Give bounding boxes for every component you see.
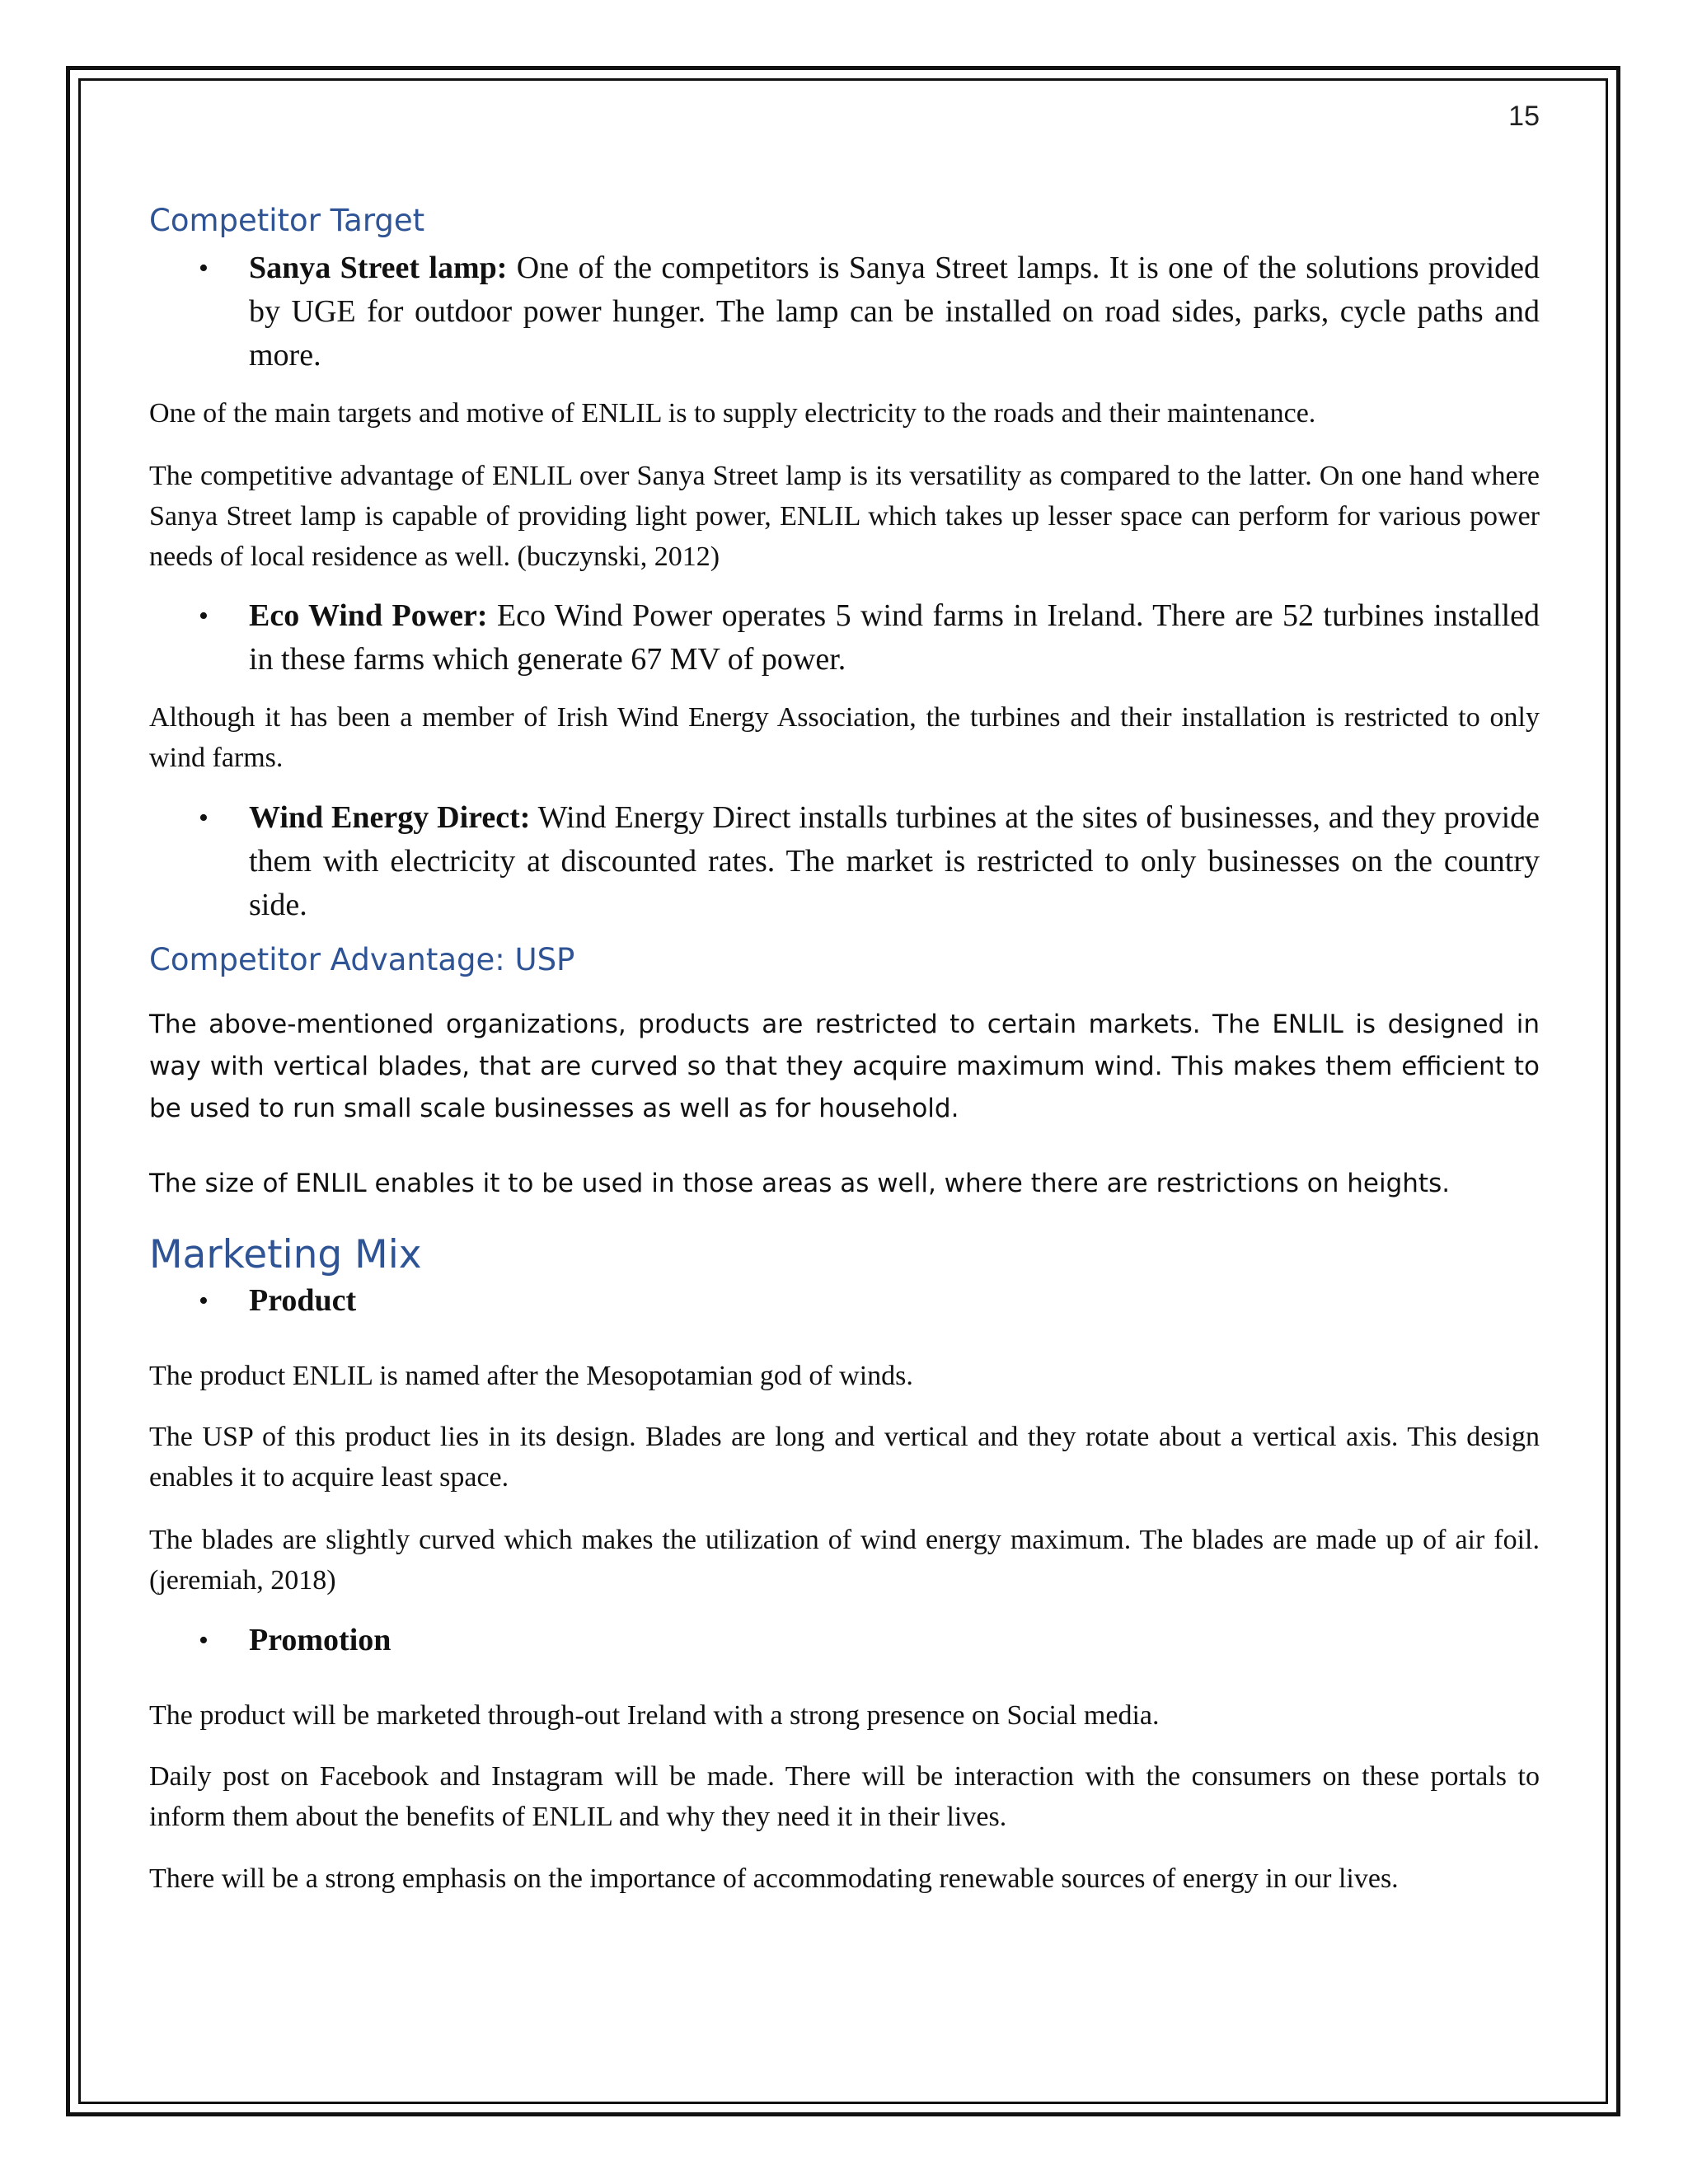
paragraph: The competitive advantage of ENLIL over Sanya Street lamp is its versatility as compared to the latter. On one hand where Sanya Street lamp is capable of providing light power, ENLIL which takes up lesser space can perform for various power needs of local residence as well. (buczynski, 2012) <box>149 461 1540 572</box>
bullet-icon: • <box>199 1286 209 1316</box>
bullet-product <box>149 1279 1540 1323</box>
page-number: 15 <box>1508 101 1540 132</box>
bullet-icon: • <box>199 803 209 833</box>
bullet-icon: • <box>199 1625 209 1656</box>
document-body <box>149 198 1540 1899</box>
paragraph: There will be a strong emphasis on the importance of accommodating renewable sources of energy in our lives. <box>149 1863 1399 1894</box>
heading-competitor-advantage: Competitor Advantage: USP <box>149 942 575 977</box>
bullet-term: Wind Energy Direct: <box>249 800 531 835</box>
paragraph: The product will be marketed through-out Ireland with a strong presence on Social media. <box>149 1700 1160 1731</box>
bullet-term: Sanya Street lamp: <box>249 251 508 285</box>
paragraph: The above-mentioned organizations, products are restricted to certain markets. The ENLIL is designed in way with vertical blades, that are curved so that they acquire maximum wind. This makes them efficient to be used to run small scale businesses as well as for household. <box>149 1010 1540 1123</box>
bullet-term: Eco Wind Power: <box>249 598 488 633</box>
bullet-term: Product <box>249 1283 357 1318</box>
bullet-icon: • <box>199 253 209 284</box>
paragraph: Although it has been a member of Irish Wind Energy Association, the turbines and their installation is restricted to only wind farms. <box>149 702 1540 773</box>
paragraph: The blades are slightly curved which makes the utilization of wind energy maximum. The blades are made up of air foil. (jeremiah, 2018) <box>149 1525 1540 1596</box>
paragraph: Daily post on Facebook and Instagram will be made. There will be interaction with the consumers on these portals to inform them about the benefits of ENLIL and why they need it in their lives. <box>149 1761 1540 1832</box>
bullet-wind-energy-direct <box>149 796 1540 927</box>
paragraph: The USP of this product lies in its design. Blades are long and vertical and they rotate about a vertical axis. This design enables it to acquire least space. <box>149 1422 1540 1493</box>
bullet-term: Promotion <box>249 1623 392 1657</box>
bullet-text: Wind Energy Direct installs turbines at the sites of businesses, and they provide them with electricity at discounted rates. The market is restricted to only businesses on the country side. <box>249 800 1540 922</box>
bullet-text: Eco Wind Power operates 5 wind farms in Ireland. There are 52 turbines installed in these farms which generate 67 MV of power. <box>249 598 1540 677</box>
bullet-eco-wind-power <box>149 594 1540 682</box>
paragraph: The size of ENLIL enables it to be used in those areas as well, where there are restrictions on heights. <box>149 1169 1451 1198</box>
bullet-text: One of the competitors is Sanya Street lamps. It is one of the solutions provided by UGE for outdoor power hunger. The lamp can be installed on road sides, parks, cycle paths and more. <box>249 251 1540 373</box>
heading-marketing-mix: Marketing Mix <box>149 1232 422 1277</box>
heading-competitor-target: Competitor Target <box>149 203 425 238</box>
paragraph: The product ENLIL is named after the Mesopotamian god of winds. <box>149 1361 913 1391</box>
bullet-sanya-street-lamp <box>149 246 1540 377</box>
bullet-icon: • <box>199 601 209 631</box>
paragraph: One of the main targets and motive of ENLIL is to supply electricity to the roads and their maintenance. <box>149 398 1316 429</box>
bullet-promotion <box>149 1619 1540 1662</box>
